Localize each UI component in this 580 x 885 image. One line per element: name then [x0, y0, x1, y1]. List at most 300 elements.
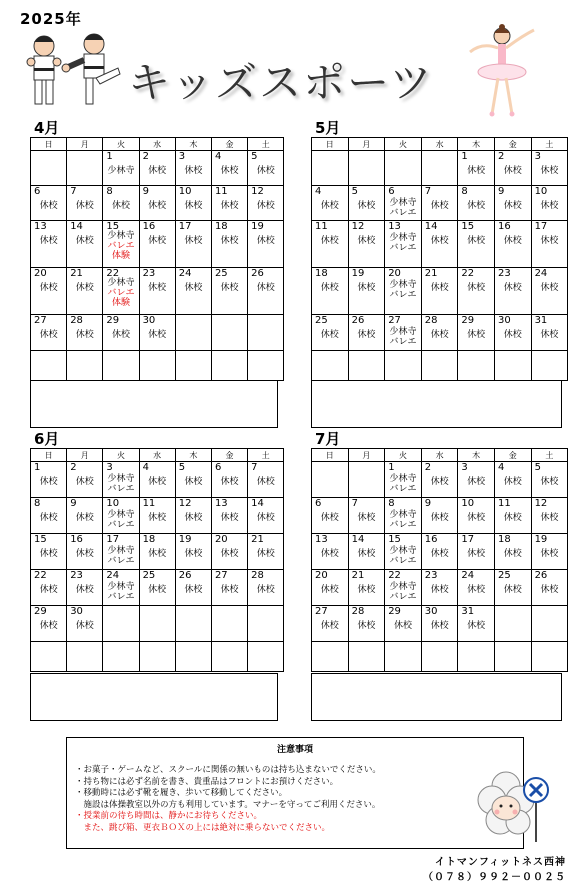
day-cell [67, 186, 103, 221]
day-number: 13 [214, 498, 228, 509]
day-number: 14 [251, 498, 264, 509]
day-note: バレエ [107, 520, 135, 530]
day-cell [421, 221, 458, 268]
notice-box [66, 737, 524, 849]
company-phone: （０７８）９９２－００２５ [423, 872, 566, 883]
day-number: 30 [142, 315, 156, 326]
day-cell [103, 534, 139, 570]
day-cell [248, 151, 284, 186]
day-note: 休校 [148, 549, 167, 559]
day-note: バレエ [107, 241, 135, 251]
day-cell [31, 351, 67, 381]
day-cell [312, 606, 349, 642]
day-number: 22 [461, 268, 475, 279]
day-number: 12 [251, 186, 264, 197]
day-number: 6 [388, 186, 395, 197]
day-cell [211, 534, 247, 570]
day-number: 1 [388, 462, 395, 473]
day-cell [211, 606, 247, 642]
day-cell [67, 642, 103, 672]
day-number: 30 [424, 606, 438, 617]
day-note: 休校 [256, 585, 275, 595]
notice-line: ・授業前の待ち時間は、静かにお待ちください。 [75, 811, 263, 821]
day-cell [385, 351, 422, 381]
day-note: 休校 [148, 236, 167, 246]
day-note: 休校 [75, 621, 94, 631]
day-note: 休校 [75, 585, 94, 595]
day-note: バレエ [107, 484, 135, 494]
day-cell [103, 351, 139, 381]
day-cell [421, 498, 458, 534]
day-note: 休校 [357, 236, 376, 246]
day-cell [348, 351, 385, 381]
day-note: バレエ [107, 288, 135, 298]
day-number: 25 [214, 268, 228, 279]
day-note: 休校 [256, 166, 275, 176]
day-number: 19 [351, 268, 365, 279]
day-cell [312, 498, 349, 534]
weekday-header: 木 [175, 449, 211, 462]
day-number: 28 [70, 315, 83, 326]
day-cell [458, 642, 495, 672]
day-number: 15 [388, 534, 401, 545]
day-cell [385, 151, 422, 186]
day-note: 休校 [75, 236, 94, 246]
day-number: 28 [351, 606, 365, 617]
day-cell [348, 268, 385, 315]
ballerina-icon [462, 22, 542, 118]
day-cell [494, 534, 531, 570]
day-note: 休校 [220, 283, 239, 293]
day-note: 休校 [75, 513, 94, 523]
day-cell [494, 642, 531, 672]
calendar-week-row [312, 268, 568, 315]
day-note: 休校 [256, 513, 275, 523]
day-cell [531, 534, 568, 570]
day-cell [348, 606, 385, 642]
day-cell [139, 268, 175, 315]
weekday-header: 月 [348, 138, 385, 151]
day-cell [31, 534, 67, 570]
day-note: 休校 [357, 283, 376, 293]
day-cell [103, 606, 139, 642]
calendar-week-row [31, 268, 284, 315]
day-cell [67, 534, 103, 570]
day-number: 1 [34, 462, 41, 473]
weekday-header: 金 [494, 138, 531, 151]
day-cell [248, 268, 284, 315]
day-cell [31, 462, 67, 498]
day-cell [31, 570, 67, 606]
weekday-header: 金 [211, 449, 247, 462]
day-number: 20 [214, 534, 228, 545]
day-cell [31, 315, 67, 351]
calendar-week-row [31, 151, 284, 186]
day-note: 休校 [184, 201, 203, 211]
weekday-header: 水 [421, 449, 458, 462]
day-note: 休校 [503, 166, 522, 176]
day-note: 休校 [184, 549, 203, 559]
day-number: 5 [251, 151, 258, 162]
day-note: 休校 [357, 330, 376, 340]
day-note: 休校 [320, 549, 339, 559]
day-note: 休校 [503, 236, 522, 246]
weekday-header: 火 [385, 138, 422, 151]
calendar-week-row [312, 351, 568, 381]
weekday-header: 月 [348, 449, 385, 462]
day-note: 休校 [39, 513, 58, 523]
day-note: 休校 [148, 585, 167, 595]
day-cell [103, 268, 139, 315]
day-number: 6 [214, 462, 222, 473]
day-note: 休校 [357, 201, 376, 211]
day-number: 4 [497, 462, 505, 473]
day-number: 23 [142, 268, 156, 279]
day-number: 14 [70, 221, 83, 232]
day-cell [103, 570, 139, 606]
day-cell [348, 315, 385, 351]
day-number: 20 [34, 268, 47, 279]
day-number: 23 [70, 570, 83, 581]
day-cell [531, 268, 568, 315]
day-note: 休校 [467, 549, 486, 559]
day-cell [348, 570, 385, 606]
day-number: 13 [388, 221, 401, 232]
notice-line: 施設は体操教室以外の方も利用しています。マナーを守ってご利用ください。 [75, 799, 381, 810]
memo-box-july [311, 673, 562, 721]
day-cell [248, 221, 284, 268]
day-cell [211, 351, 247, 381]
calendar-may [311, 137, 568, 381]
day-number: 11 [315, 221, 328, 232]
day-cell [458, 498, 495, 534]
day-number: 16 [70, 534, 83, 545]
day-note: 休校 [220, 236, 239, 246]
company-name: イトマンフィットネス西神 [434, 857, 566, 868]
day-number: 31 [461, 606, 475, 617]
day-cell [348, 462, 385, 498]
notice-line: また、跳び箱、更衣ＢＯＸの上には絶対に乗らないでください。 [75, 822, 331, 833]
day-number: 24 [534, 268, 548, 279]
day-number: 11 [142, 498, 156, 509]
day-cell [248, 186, 284, 221]
day-note: 休校 [467, 201, 486, 211]
day-note: 休校 [320, 585, 339, 595]
day-note: 休校 [430, 513, 449, 523]
memo-box-may [311, 380, 562, 428]
day-number: 22 [34, 570, 47, 581]
day-note: 休校 [256, 201, 275, 211]
day-note: 休校 [220, 549, 239, 559]
day-cell [312, 315, 349, 351]
day-note: 少林寺 [389, 474, 417, 484]
day-note: 休校 [75, 549, 94, 559]
weekday-header: 木 [458, 449, 495, 462]
day-cell [494, 186, 531, 221]
day-note: 休校 [467, 166, 486, 176]
day-note: 休校 [357, 549, 376, 559]
day-note: 休校 [540, 549, 559, 559]
day-number: 8 [461, 186, 468, 197]
day-cell [458, 151, 495, 186]
day-number: 9 [142, 186, 149, 197]
day-note: 休校 [39, 330, 58, 340]
weekday-header: 水 [421, 138, 458, 151]
day-note: 少林寺 [107, 474, 135, 484]
day-cell [211, 151, 247, 186]
day-cell [312, 221, 349, 268]
calendar-week-row [312, 606, 568, 642]
day-note: 休校 [467, 477, 486, 487]
day-cell [312, 186, 349, 221]
day-note: 休校 [503, 513, 522, 523]
day-number: 10 [106, 498, 120, 509]
day-cell [348, 642, 385, 672]
day-note: 休校 [75, 477, 94, 487]
day-cell [421, 315, 458, 351]
day-note: 少林寺 [107, 231, 135, 241]
day-number: 30 [497, 315, 511, 326]
day-cell [175, 351, 211, 381]
day-number: 26 [351, 315, 365, 326]
day-number: 18 [142, 534, 156, 545]
day-number: 8 [34, 498, 41, 509]
day-cell [175, 315, 211, 351]
day-cell [67, 351, 103, 381]
day-cell [248, 351, 284, 381]
day-number: 23 [497, 268, 511, 279]
day-note: 休校 [256, 283, 275, 293]
day-number: 14 [424, 221, 438, 232]
calendar-week-row [31, 498, 284, 534]
calendar-week-row [31, 642, 284, 672]
day-note: 休校 [320, 330, 339, 340]
day-note: 休校 [467, 283, 486, 293]
weekday-header: 土 [248, 449, 284, 462]
day-cell [175, 570, 211, 606]
day-note: 休校 [39, 549, 58, 559]
day-note: 休校 [320, 513, 339, 523]
day-note: 休校 [184, 236, 203, 246]
day-cell [67, 462, 103, 498]
day-cell [385, 462, 422, 498]
day-cell [103, 221, 139, 268]
day-cell [531, 351, 568, 381]
day-cell [312, 351, 349, 381]
day-number: 10 [534, 186, 548, 197]
day-note: 休校 [503, 201, 522, 211]
day-number: 25 [497, 570, 511, 581]
day-note: 休校 [320, 236, 339, 246]
day-note: 休校 [39, 477, 58, 487]
day-note: 休校 [220, 477, 239, 487]
day-number: 28 [424, 315, 438, 326]
day-note: 休校 [148, 166, 167, 176]
day-note: 休校 [184, 477, 203, 487]
day-note: 休校 [430, 201, 449, 211]
calendar-week-row [312, 462, 568, 498]
day-number: 25 [142, 570, 156, 581]
day-number: 19 [534, 534, 548, 545]
day-number: 15 [461, 221, 475, 232]
day-cell [31, 642, 67, 672]
day-note: 休校 [148, 330, 167, 340]
day-cell [67, 570, 103, 606]
day-number: 10 [178, 186, 192, 197]
day-cell [67, 498, 103, 534]
day-note: 休校 [430, 283, 449, 293]
day-number: 27 [388, 315, 401, 326]
notice-line: ・移動時には必ず靴を履き、歩いて移動してください。 [75, 788, 288, 798]
day-number: 11 [214, 186, 228, 197]
day-number: 22 [106, 268, 120, 279]
notice-title: 注意事項 [276, 745, 313, 755]
day-cell [211, 268, 247, 315]
calendar-week-row [312, 315, 568, 351]
weekday-header: 日 [31, 449, 67, 462]
day-note: 休校 [148, 513, 167, 523]
day-number: 23 [424, 570, 438, 581]
day-cell [248, 315, 284, 351]
day-note: 休校 [75, 283, 94, 293]
weekday-header: 火 [103, 449, 139, 462]
day-number: 26 [534, 570, 548, 581]
day-number: 9 [70, 498, 77, 509]
day-cell [421, 642, 458, 672]
day-note: バレエ [389, 243, 417, 253]
day-cell [421, 462, 458, 498]
day-cell [312, 570, 349, 606]
sheep-icon [470, 760, 562, 848]
day-note: 少林寺 [389, 233, 417, 243]
day-number: 13 [315, 534, 328, 545]
day-note: 休校 [503, 283, 522, 293]
weekday-header: 金 [494, 449, 531, 462]
day-note: 休校 [540, 513, 559, 523]
day-cell [175, 498, 211, 534]
day-note: 少林寺 [107, 278, 135, 288]
day-note: 休校 [320, 201, 339, 211]
day-cell [385, 642, 422, 672]
day-cell [175, 642, 211, 672]
day-number: 30 [70, 606, 83, 617]
day-cell [348, 221, 385, 268]
day-cell [31, 221, 67, 268]
day-cell [312, 268, 349, 315]
day-cell [139, 221, 175, 268]
day-cell [458, 534, 495, 570]
day-note: 休校 [503, 549, 522, 559]
day-cell [421, 570, 458, 606]
day-cell [494, 498, 531, 534]
day-cell [385, 606, 422, 642]
day-note: 休校 [148, 283, 167, 293]
day-cell [312, 534, 349, 570]
weekday-header: 火 [103, 138, 139, 151]
day-number: 5 [351, 186, 358, 197]
day-cell [421, 186, 458, 221]
day-number: 7 [351, 498, 358, 509]
day-cell [421, 606, 458, 642]
day-note: 少林寺 [389, 327, 417, 337]
day-number: 18 [497, 534, 511, 545]
day-cell [139, 606, 175, 642]
day-number: 21 [70, 268, 83, 279]
calendar-week-row [31, 570, 284, 606]
day-number: 7 [424, 186, 432, 197]
day-cell [458, 351, 495, 381]
day-cell [421, 268, 458, 315]
calendar-week-row [31, 606, 284, 642]
day-cell [103, 498, 139, 534]
day-note: 休校 [430, 621, 449, 631]
day-note: 休校 [75, 201, 94, 211]
day-cell [348, 498, 385, 534]
day-cell [31, 268, 67, 315]
day-cell [494, 151, 531, 186]
day-number: 1 [106, 151, 113, 162]
day-number: 2 [142, 151, 149, 162]
calendar-week-row [312, 186, 568, 221]
weekday-header: 日 [312, 449, 349, 462]
day-note: 休校 [148, 477, 167, 487]
day-note: 少林寺 [107, 166, 135, 176]
calendar-week-row [312, 642, 568, 672]
day-cell [31, 498, 67, 534]
day-number: 12 [351, 221, 365, 232]
calendar-week-row [31, 534, 284, 570]
day-number: 24 [106, 570, 120, 581]
day-number: 8 [388, 498, 395, 509]
day-number: 15 [106, 221, 120, 232]
day-note: 休校 [503, 585, 522, 595]
day-cell [248, 534, 284, 570]
day-number: 25 [315, 315, 328, 326]
day-note: 休校 [430, 585, 449, 595]
calendar-week-row [31, 315, 284, 351]
day-cell [494, 462, 531, 498]
day-cell [385, 186, 422, 221]
day-number: 16 [497, 221, 511, 232]
calendar-week-row [31, 462, 284, 498]
day-cell [67, 315, 103, 351]
day-cell [67, 268, 103, 315]
day-cell [139, 498, 175, 534]
day-note: 休校 [320, 621, 339, 631]
day-cell [458, 315, 495, 351]
day-note: 休校 [540, 585, 559, 595]
day-number: 13 [34, 221, 47, 232]
month-label-may: 5月 [315, 119, 341, 137]
day-number: 19 [251, 221, 264, 232]
day-number: 4 [142, 462, 149, 473]
day-cell [139, 151, 175, 186]
calendar-week-row [312, 498, 568, 534]
day-note: 少林寺 [389, 510, 417, 520]
weekday-header: 水 [139, 138, 175, 151]
day-cell [31, 151, 67, 186]
day-note: 休校 [75, 330, 94, 340]
day-note: 休校 [39, 283, 58, 293]
day-number: 21 [251, 534, 264, 545]
weekday-header: 火 [385, 449, 422, 462]
day-note: 少林寺 [107, 546, 135, 556]
memo-box-april [30, 380, 278, 428]
day-number: 29 [388, 606, 401, 617]
day-number: 9 [424, 498, 432, 509]
day-cell [494, 221, 531, 268]
day-cell [385, 315, 422, 351]
